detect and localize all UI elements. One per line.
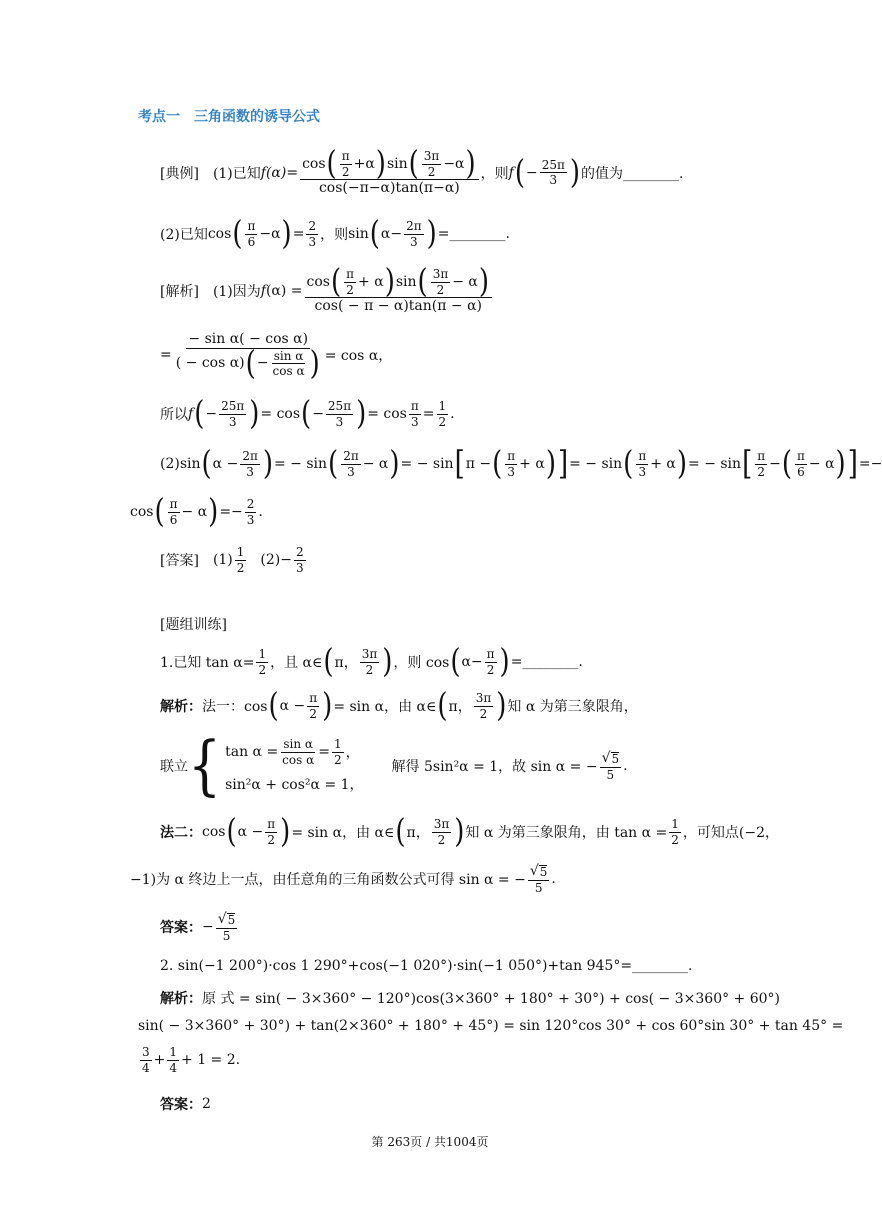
example-p1-intro: (1)已知 [212,165,261,182]
example-val: 的值为________. [581,165,684,182]
analysis-p1: (1)因为 [212,283,261,300]
training-method2: 法二： cos ( α − $\frac{\pi}{2}$ ) = sin α，由 α∈ ( π， $\frac{3\pi}{2}$ ) 知 α 为第三象限角，由 tan α = $\frac{1}{2}$ ，可知点(−2， [160,813,780,851]
answer-p1: (1) [212,552,233,569]
page-footer: 第 263页 / 共1004页 [371,1135,489,1149]
m2-d: ，可知点(−2， [682,825,780,842]
analysis-step2-eq: = cos α， [324,347,393,364]
training-ans2 [160,1094,211,1114]
section-heading: 考点一 三角函数的诱导公式 [138,109,320,125]
sol2-l3: + 1 = 2. [181,1052,241,1069]
analysis-line4: (2)sin ( α − $\frac{2\pi}{3}$ ) = − sin ( $\frac{2\pi}{3}$ − α ) = − sin [ π − ( $\frac{\pi}{3}$ + α ) ] = − sin ( $\frac{\pi}{3}$ + α ) = − sin [ $\frac{\pi}{2}$ − ( $\frac{\pi}{6}$ − α ) ] = − [160,445,882,483]
example-f: f [508,164,514,181]
training-q1: 1.已知 tan α= $\frac{1}{2}$ ，且 α∈ ( π， $\frac{3\pi}{2}$ ) ，则 cos ( α− $\frac{\pi}{2}$ ) =________. [160,643,583,681]
example-fa: f(α)= [260,164,299,181]
sys-label: 联立 [160,759,188,776]
analysis-minus2: − [231,504,243,521]
sol2-label: 解析： [160,991,202,1007]
q1-d: =________. [510,654,583,671]
training-sol2-l3: $\frac{3}{4}$ + $\frac{1}{4}$ + 1 = 2. [142,1045,241,1075]
example-fraction: cos ( $\frac{\pi}{2}$ +α ) sin ( $\frac{3\pi}{2}$ −α ) cos(−π−α)tan(π−α) [300,150,479,196]
example-p2-tail: =________. [437,226,510,243]
analysis-line1: [解析] (1)因为 f (α) = cos ( $\frac{\pi}{2}$ + α ) sin ( $\frac{3\pi}{2}$ − α ) cos( − π − α)tan(π − α) [160,268,494,314]
analysis-label: [解析] [160,283,199,300]
sys-row2: sin²α + cos²α = 1， [225,777,364,794]
q1-b: ，且 α∈ [270,655,323,672]
training-ans1: 答案： − √ 5 5 [160,911,236,943]
analysis-step3-pre: 所以 [160,407,188,424]
training-sol1: 解析： 法一：cos ( α − $\frac{\pi}{2}$ ) = sin α，由 α∈ ( π， $\frac{3\pi}{2}$ ) 知 α 为第三象限角， [160,687,638,725]
analysis-line5: cos ( $\frac{\pi}{6}$ − α ) = − $\frac{2}{3}$ . [130,493,263,531]
sol2-l1: 原 式 = sin( − 3×360° − 120°)cos(3×360° + 180° + 30°) + cos( − 3×360° + 60°) [202,991,781,1007]
answer-label: [答案] [160,553,199,570]
m2-a: cos [202,824,226,841]
example-label: [典例] [160,165,199,182]
example-part1: [典例] (1)已知 f(α)= cos ( $\frac{\pi}{2}$ +α ) sin ( $\frac{3\pi}{2}$ −α ) cos(−π−α)tan(π−α) ，则 f ( − $\frac{25\pi}{3}$ ) 的值为________. [160,145,684,197]
m2-b: = sin α，由 α∈ [291,825,395,842]
analysis-line3: 所以 f ( − $\frac{25\pi}{3}$ ) = cos ( − $\frac{25\pi}{3}$ ) = cos $\frac{\pi}{3}$ = $\frac{1}{2}$ . [160,395,455,433]
sol1-c: 知 α 为第三象限角， [507,699,638,716]
sol1-a: 法一：cos [202,699,268,716]
sol1-b: = sin α，由 α∈ [333,699,437,716]
q1-c: ，则 cos [393,655,450,672]
example-p2: (2)已知 [160,227,208,244]
example-p2-then: ，则 [320,227,349,244]
training-label: [题组训练] [160,617,227,633]
m2-c: 知 α 为第三象限角，由 tan α = [465,825,668,842]
analysis-step3-tail: = cos [367,406,407,423]
ans2-val: 2 [202,1096,211,1112]
m2-line2: −1)为 α 终边上一点，由任意角的三角函数公式可得 sin α = − [130,872,526,889]
analysis-end-minus: − [870,456,882,473]
ans2-label: 答案： [160,1097,202,1113]
sys-row1: tan α = [225,744,279,761]
sys-solve: 解得 5sin²α = 1，故 sin α = − [391,759,598,776]
sol1-label: 解析： [160,699,202,716]
example-part2: (2)已知 cos ( $\frac{\pi}{6}$ −α ) = $\frac{2}{3}$ ，则 sin ( α− $\frac{2\pi}{3}$ ) =________. [160,215,510,253]
training-q2: 2. sin(−1 200°)·cos 1 290°+cos(−1 020°)·sin(−1 050°)+tan 945°=________. [160,958,693,974]
example-then: ，则 [480,165,509,182]
training-sol2-l2: sin( − 3×360° + 30°) + tan(2×360° + 180° + 45°) = sin 120°cos 30° + cos 60°sin 30° + tan 45° = [138,1018,844,1034]
analysis-step3-end: = [422,406,435,423]
training-system: 联立 { tan α = $\frac{\text{sin α}}{\text{cos α}}$ = $\frac{1}{2}$ ， sin²α + cos²α = 1， 解得 5sin²α = 1，故 sin α = − √ 5 5 . [160,728,628,804]
answer-p2: (2)− [260,552,292,569]
training-sol2-l1 [160,988,780,1008]
ans1-label: 答案： [160,920,202,937]
q1-text: 1.已知 tan α= [160,655,255,672]
answer-line: [答案] (1) $\frac{1}{2}$ (2)− $\frac{2}{3}$ [160,545,304,575]
m2-label: 法二： [160,825,202,842]
training-method2-line2: −1)为 α 终边上一点，由任意角的三角函数公式可得 sin α = − √ 5 5 . [130,863,556,895]
analysis-line2: = − sin α( − cos α) ( − cos α) ( − $\frac{\text{sin α}}{\text{cos α}}$ ) = cos α， [160,331,393,383]
